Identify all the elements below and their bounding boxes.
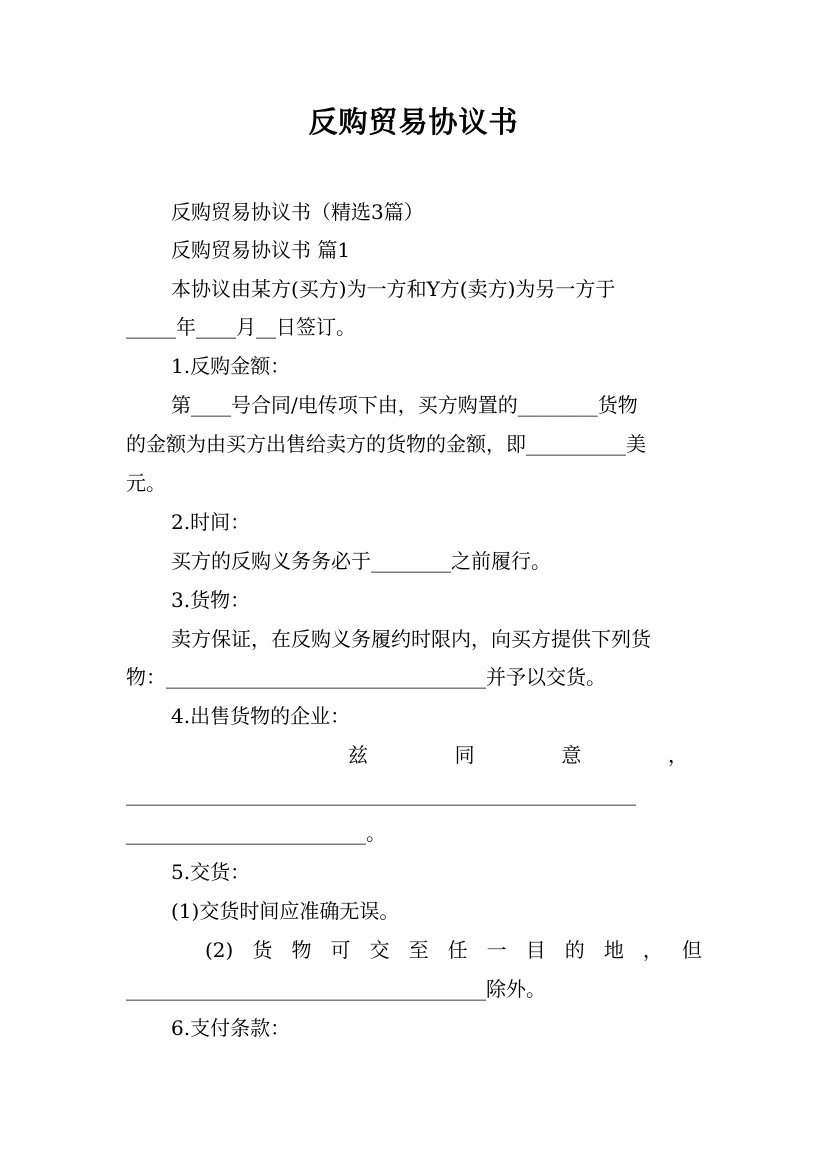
intro-line-1: 本协议由某方(买方)为一方和Y方(卖方)为另一方于 — [171, 277, 616, 301]
document-title: 反购贸易协议书 — [308, 105, 519, 139]
section-1-line-1: 第____号合同/电传项下由，买方购置的________货物 — [171, 393, 638, 417]
section-4-heading: 4.出售货物的企业： — [171, 704, 351, 728]
spread-char: ， — [642, 938, 663, 962]
section-2-line-1: 买方的反购义务务必于________之前履行。 — [171, 549, 551, 573]
section-3-heading: 3.货物： — [171, 588, 251, 612]
section-3-line-1: 卖方保证，在反购义务履约时限内，向买方提供下列货 — [171, 627, 651, 651]
spread-char: 但 — [681, 938, 702, 962]
spread-char: 地 — [603, 938, 624, 962]
section-4-line-3: ________________________。 — [126, 821, 386, 845]
section-1-line-2: 的金额为由买方出售给卖方的货物的金额，即__________美 — [126, 432, 646, 456]
spread-char: 交 — [369, 938, 390, 962]
section-5-heading: 5.交货： — [171, 860, 251, 884]
section-5-item-2-line-1 — [205, 934, 702, 966]
section-2-heading: 2.时间： — [171, 510, 251, 534]
spread-char: 一 — [486, 938, 507, 962]
spread-char: 可 — [330, 938, 351, 962]
spread-char: 至 — [408, 938, 429, 962]
section-5-item-2-line-2: ____________________________________除外。 — [126, 977, 546, 1001]
spread-char: 任 — [447, 938, 468, 962]
section-1-heading: 1.反购金额： — [171, 354, 291, 378]
spread-char: 同 — [454, 743, 475, 767]
spread-char: 兹 — [348, 743, 368, 767]
document-subtitle: 反购贸易协议书（精选3篇） — [171, 200, 424, 224]
spread-char: 的 — [564, 938, 585, 962]
spread-char: ， — [667, 743, 688, 767]
spread-char: (2) — [205, 938, 234, 962]
section-4-line-2: ___________________________________________________ — [126, 782, 636, 806]
section-6-heading: 6.支付条款： — [171, 1016, 291, 1040]
spread-char: 货 — [252, 938, 273, 962]
spread-char: 物 — [291, 938, 312, 962]
intro-line-2: _____年____月__日签订。 — [126, 315, 356, 339]
part-heading: 反购贸易协议书 篇1 — [171, 238, 351, 262]
section-1-line-3: 元。 — [126, 471, 166, 495]
section-5-item-1: (1)交货时间应准确无误。 — [171, 899, 400, 923]
section-3-line-2: 物：________________________________并予以交货。 — [126, 665, 606, 689]
section-4-spread-line — [348, 739, 688, 771]
spread-char: 意 — [561, 743, 582, 767]
spread-char: 目 — [525, 938, 546, 962]
